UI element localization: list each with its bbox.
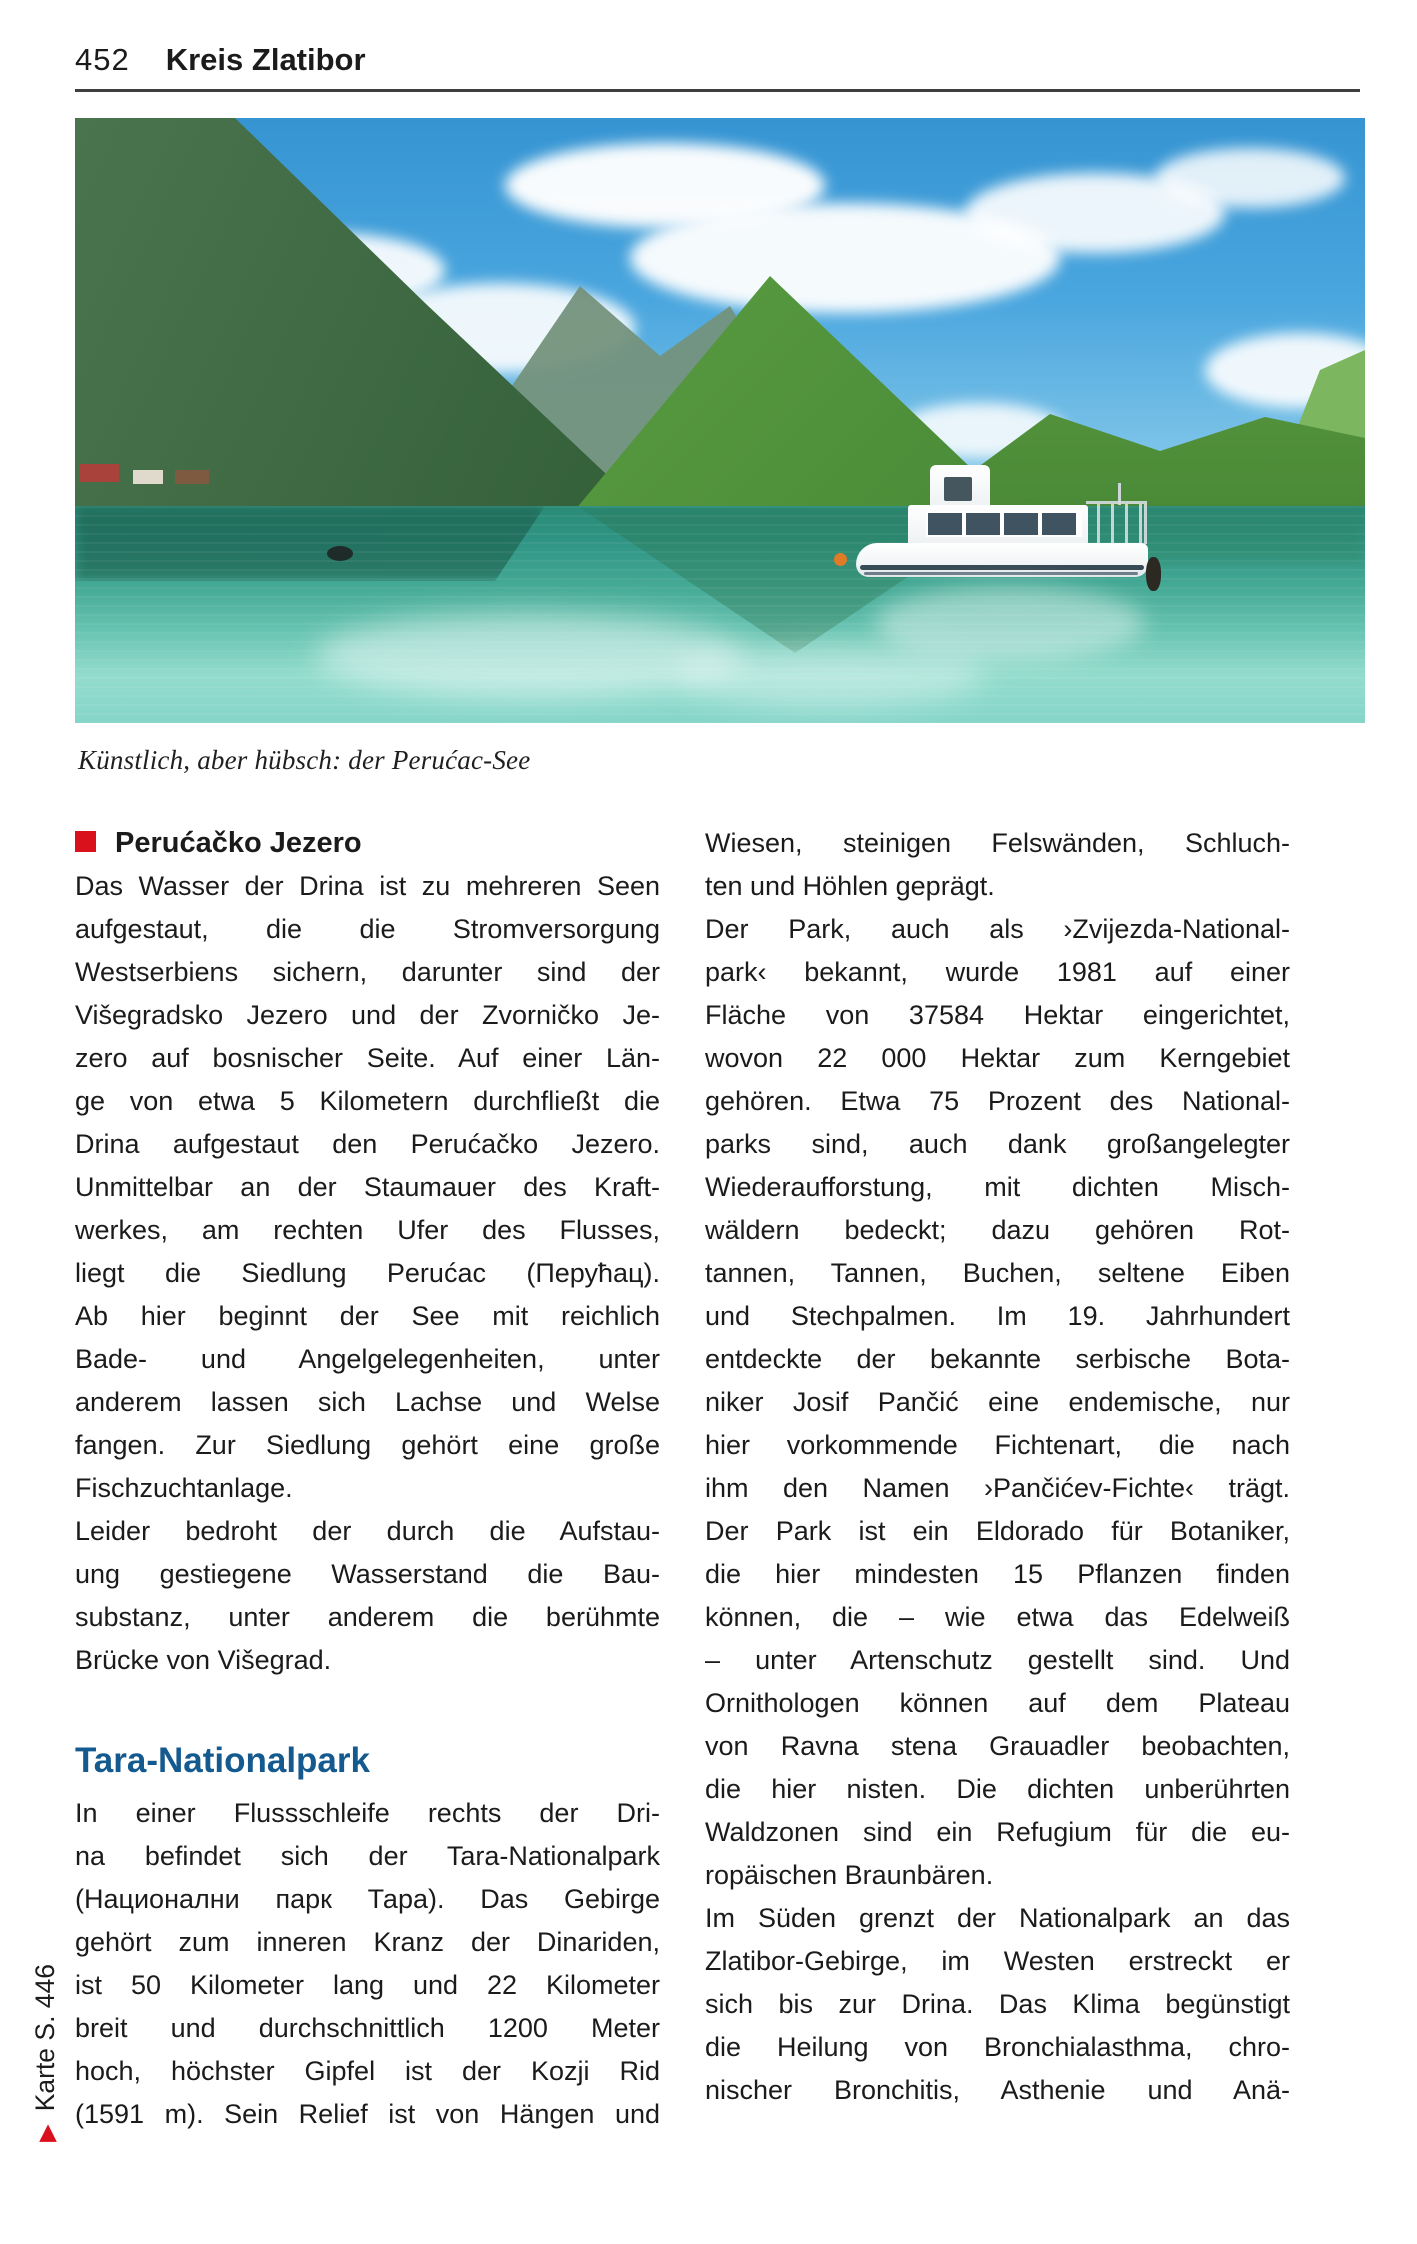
text-line: aufgestaut, die die Stromversorgung <box>75 914 660 944</box>
text-line: liegt die Siedlung Perućac (Перућац). <box>75 1258 660 1288</box>
text-line: ten und Höhlen geprägt. <box>705 871 995 901</box>
text-line: substanz, unter anderem die berühmte <box>75 1602 660 1632</box>
map-reference <box>30 1964 61 2142</box>
text-line: Fischzuchtanlage. <box>75 1473 293 1503</box>
shore-house <box>175 470 209 484</box>
text-line: Ab hier beginnt der See mit reichlich <box>75 1301 660 1331</box>
text-line: (Национални парк Тара). Das Gebirge <box>75 1884 660 1914</box>
map-reference-label: Karte S. 446 <box>30 1963 60 2112</box>
text-line: In einer Flussschleife rechts der Dri- <box>75 1798 660 1828</box>
text-line: die hier mindesten 15 Pflanzen finden <box>705 1559 1290 1589</box>
text-line: ge von etwa 5 Kilometern durchfließt die <box>75 1086 660 1116</box>
text-line: tannen, Tannen, Buchen, seltene Eiben <box>705 1258 1290 1288</box>
column-left <box>75 822 660 2136</box>
shore-house <box>79 464 119 482</box>
text-line: Das Wasser der Drina ist zu mehreren Seen <box>75 871 660 901</box>
text-line: nischer Bronchitis, Asthenie und Anä- <box>705 2075 1290 2105</box>
text-line: Bade- und Angelgelegenheiten, unter <box>75 1344 660 1374</box>
boat-waterline-stripe <box>864 572 1138 575</box>
text-line: – unter Artenschutz gestellt sind. Und <box>705 1645 1290 1675</box>
text-line: parks sind, auch dank großangelegter <box>705 1129 1290 1159</box>
section-heading-label: Perućačko Jezero <box>115 827 362 859</box>
column-right <box>705 822 1290 2112</box>
text-line: anderem lassen sich Lachse und Welse <box>75 1387 660 1417</box>
chapter-heading: Tara-Nationalpark <box>75 1741 370 1780</box>
text-line: ropäischen Braunbären. <box>705 1860 994 1890</box>
photo-caption: Künstlich, aber hübsch: der Perućac-See <box>78 745 531 775</box>
text-line: und Stechpalmen. Im 19. Jahrhundert <box>705 1301 1290 1331</box>
text-line: sich bis zur Drina. Das Klima begünstigt <box>705 1989 1290 2019</box>
text-line: (1591 m). Sein Relief ist von Hängen und <box>75 2099 660 2129</box>
text-line: fangen. Zur Siedlung gehört eine große <box>75 1430 660 1460</box>
water-ripples <box>75 506 1365 723</box>
text-line: Der Park ist ein Eldorado für Botaniker, <box>705 1516 1290 1546</box>
text-line: ist 50 Kilometer lang und 22 Kilometer <box>75 1970 660 2000</box>
text-line: ung gestiegene Wasserstand die Bau- <box>75 1559 660 1589</box>
text-line: Leider bedroht der durch die Aufstau- <box>75 1516 660 1546</box>
floating-object <box>327 546 353 561</box>
section-heading <box>75 822 660 865</box>
text-line: ihm den Namen ›Pančićev-Fichte‹ trägt. <box>705 1473 1290 1503</box>
reflection-boat <box>875 586 1145 661</box>
boat <box>850 453 1160 583</box>
text-line: wovon 22 000 Hektar zum Kerngebiet <box>705 1043 1290 1073</box>
text-line: Zlatibor-Gebirge, im Westen erstreckt er <box>705 1946 1290 1976</box>
text-line: zero auf bosnischer Seite. Auf einer Län- <box>75 1043 660 1073</box>
text-line: Fläche von 37584 Hektar eingerichtet, <box>705 1000 1290 1030</box>
text-line: na befindet sich der Tara-Nationalpark <box>75 1841 660 1871</box>
text-line: Wiesen, steinigen Felswänden, Schluch- <box>705 828 1290 858</box>
text-line: park‹ bekannt, wurde 1981 auf einer <box>705 957 1290 987</box>
text-line: niker Josif Pančić eine endemische, nur <box>705 1387 1290 1417</box>
text-line: Im Süden grenzt der Nationalpark an das <box>705 1903 1290 1933</box>
text-line: können, die – wie etwa das Edelweiß <box>705 1602 1290 1632</box>
text-line: Unmittelbar an der Staumauer des Kraft- <box>75 1172 660 1202</box>
header-rule <box>75 89 1360 92</box>
page-header <box>75 42 1360 92</box>
text-line: Waldzonen sind ein Refugium für die eu- <box>705 1817 1290 1847</box>
text-line: Višegradsko Jezero und der Zvorničko Je- <box>75 1000 660 1030</box>
text-line: wäldern bedeckt; dazu gehören Rot- <box>705 1215 1290 1245</box>
boat-window <box>944 477 972 501</box>
orange-buoy <box>834 553 847 566</box>
text-line: entdeckte der bekannte serbische Bota- <box>705 1344 1290 1374</box>
text-line: hier vorkommende Fichtenart, die nach <box>705 1430 1290 1460</box>
boat-waterline-stripe <box>860 565 1144 570</box>
text-line: werkes, am rechten Ufer des Flusses, <box>75 1215 660 1245</box>
page-number: 452 <box>75 42 130 77</box>
dark-buoy <box>1146 557 1161 591</box>
text-line: Der Park, auch als ›Zvijezda-National- <box>705 914 1290 944</box>
lake-photo <box>75 118 1365 723</box>
text-line: Westserbiens sichern, darunter sind der <box>75 957 660 987</box>
text-line: Drina aufgestaut den Perućačko Jezero. <box>75 1129 660 1159</box>
text-line: breit und durchschnittlich 1200 Meter <box>75 2013 660 2043</box>
map-marker-triangle-icon: ▶ <box>33 2124 59 2142</box>
text-line: Brücke von Višegrad. <box>75 1645 332 1675</box>
text-line: gehören. Etwa 75 Prozent des National- <box>705 1086 1290 1116</box>
red-square-bullet <box>75 831 96 852</box>
boat-window-band <box>926 511 1082 537</box>
text-line: Ornithologen können auf dem Plateau <box>705 1688 1290 1718</box>
shore-house <box>133 470 163 484</box>
text-line: die Heilung von Bronchialasthma, chro- <box>705 2032 1290 2062</box>
page-title: Kreis Zlatibor <box>165 42 366 77</box>
text-line: die hier nisten. Die dichten unberührten <box>705 1774 1290 1804</box>
boat-railing <box>1086 501 1147 544</box>
text-line: von Ravna stena Grauadler beobachten, <box>705 1731 1290 1761</box>
text-line: hoch, höchster Gipfel ist der Kozji Rid <box>75 2056 660 2086</box>
cloud <box>1155 148 1345 208</box>
text-line: gehört zum inneren Kranz der Dinariden, <box>75 1927 660 1957</box>
text-line: Wiederaufforstung, mit dichten Misch- <box>705 1172 1290 1202</box>
